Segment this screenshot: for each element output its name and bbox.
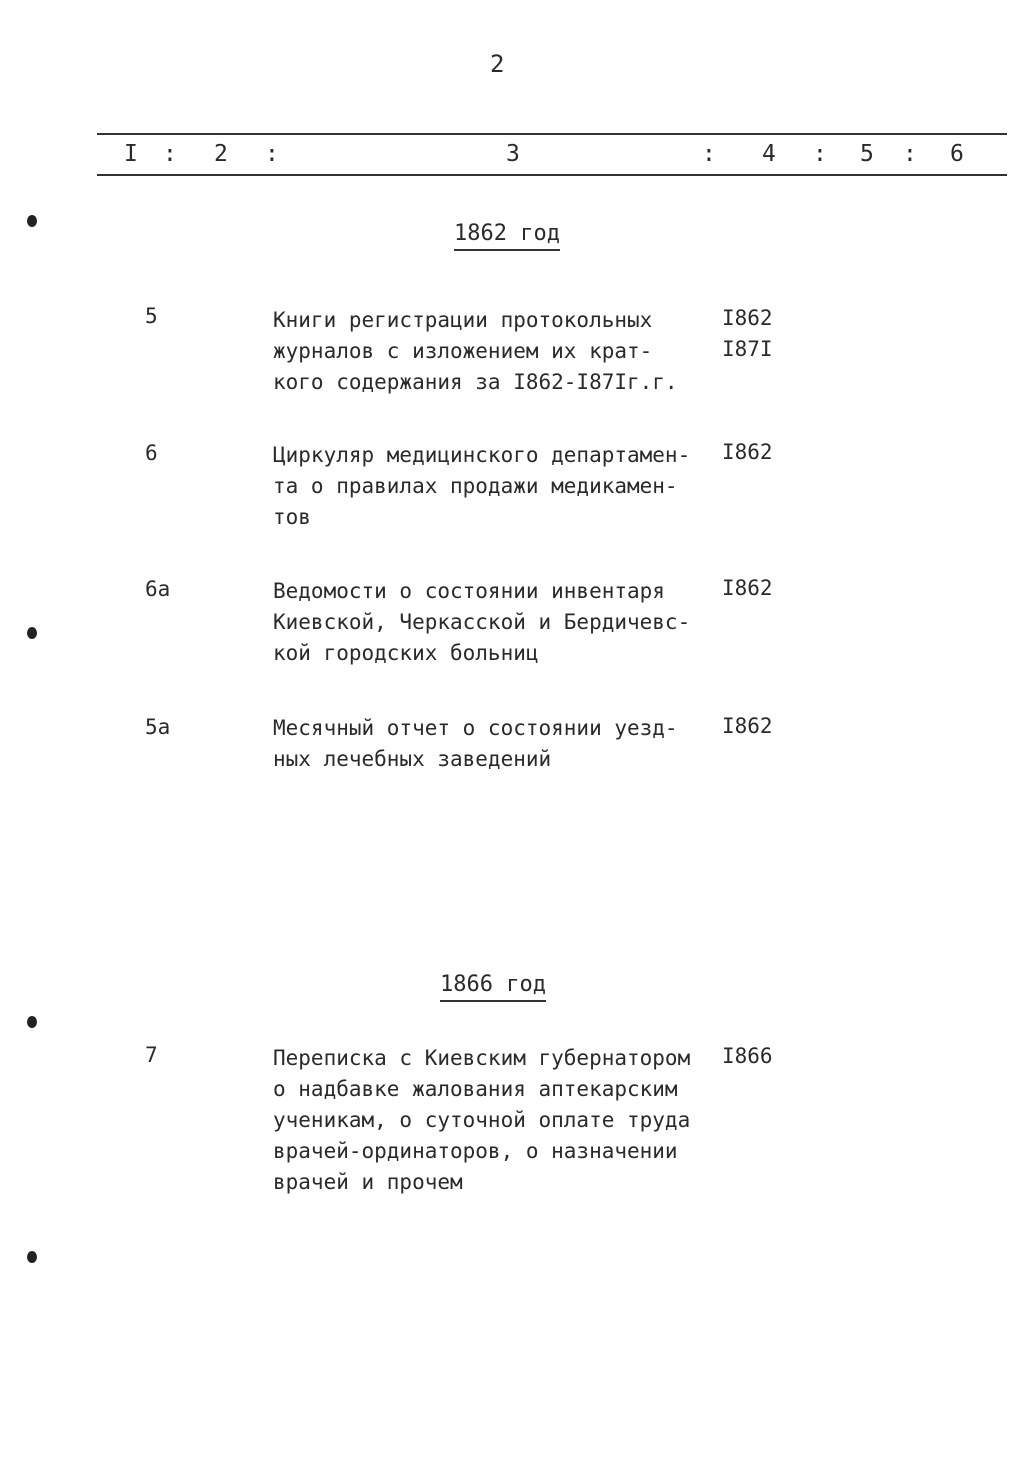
year-heading-1862: 1862 год bbox=[454, 221, 560, 251]
entry-number: 5а bbox=[145, 715, 171, 739]
header-rule-bottom bbox=[97, 174, 1007, 176]
entry-description: Ведомости о состоянии инвентаря Киевской, Черкасской и Бердичевс- кой городских больниц bbox=[273, 579, 691, 665]
entry-dates: I862 bbox=[722, 440, 773, 464]
column-header-3: 3 bbox=[506, 141, 520, 167]
column-header-4: 4 bbox=[762, 141, 776, 167]
page-number: 2 bbox=[490, 50, 505, 78]
punch-hole bbox=[27, 1016, 37, 1028]
year-heading-1866: 1866 год bbox=[440, 972, 546, 1002]
entry-description: Месячный отчет о состоянии уезд- ных лечебных заведений bbox=[273, 716, 678, 771]
entry-number: 5 bbox=[145, 304, 158, 328]
column-separator: : bbox=[903, 141, 917, 167]
entry-number: 6а bbox=[145, 577, 171, 601]
column-header-2: 2 bbox=[214, 141, 228, 167]
punch-hole bbox=[27, 627, 37, 639]
entry-description: Циркуляр медицинского департамен- та о правилах продажи медикамен- тов bbox=[273, 443, 691, 529]
punch-hole bbox=[27, 1251, 37, 1263]
column-separator: : bbox=[702, 141, 716, 167]
column-separator: : bbox=[163, 141, 177, 167]
column-separator: : bbox=[265, 141, 279, 167]
punch-hole bbox=[27, 215, 37, 227]
entry-description: Книги регистрации протокольных журналов с изложением их крат- кого содержания за I862-I87Iг.г. bbox=[273, 308, 678, 394]
column-separator: : bbox=[813, 141, 827, 167]
entry-number: 6 bbox=[145, 441, 158, 465]
column-header-6: 6 bbox=[950, 141, 964, 167]
entry-dates: I862 I87I bbox=[722, 306, 773, 361]
entry-description: Переписка с Киевским губернатором о надбавке жалования аптекарским ученикам, о суточной оплате труда врачей-ординаторов, о назначении врачей и прочем bbox=[273, 1046, 691, 1194]
entry-dates: I866 bbox=[722, 1044, 773, 1068]
column-header-1: I bbox=[124, 141, 138, 167]
entry-number: 7 bbox=[145, 1043, 158, 1067]
header-rule-top bbox=[97, 133, 1007, 135]
entry-dates: I862 bbox=[722, 714, 773, 738]
entry-dates: I862 bbox=[722, 576, 773, 600]
column-header-5: 5 bbox=[860, 141, 874, 167]
